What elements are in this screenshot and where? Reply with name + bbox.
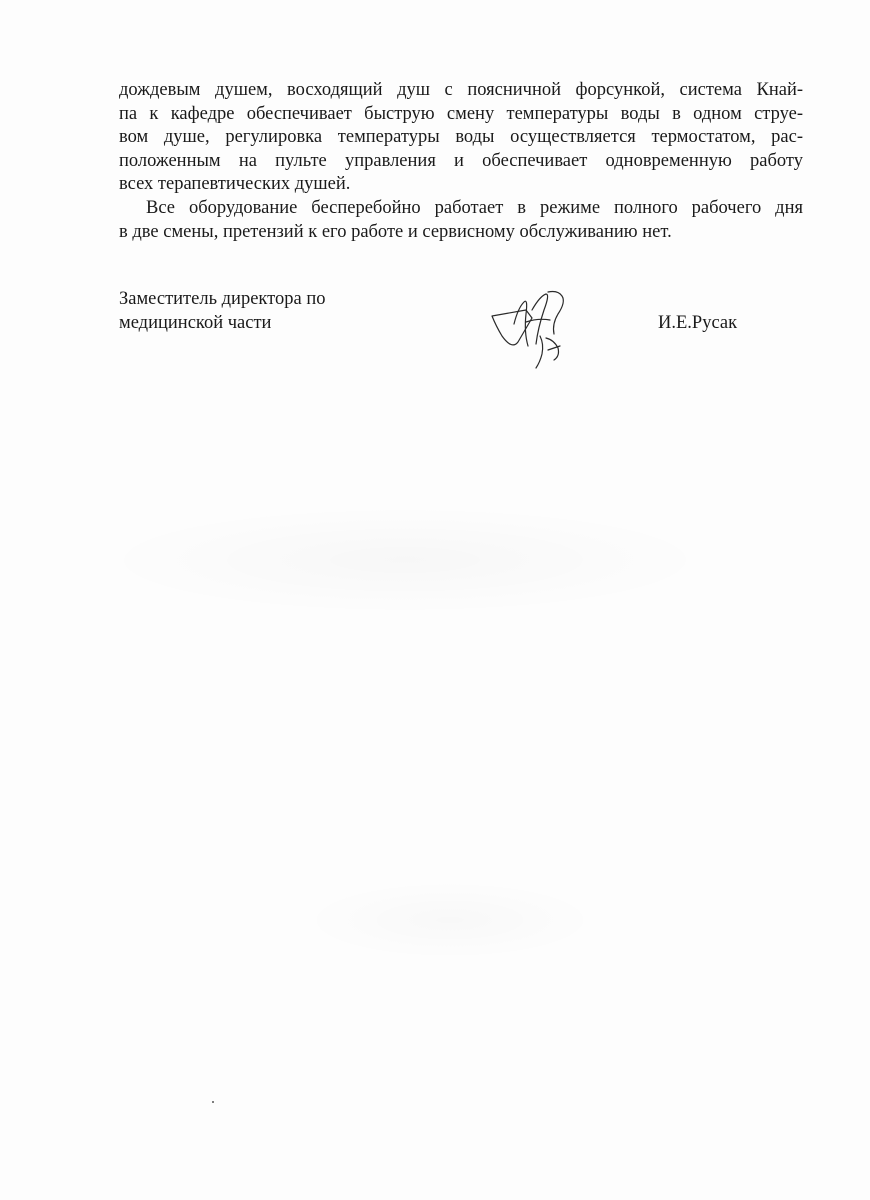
- scan-speck: [212, 1101, 214, 1103]
- handwritten-signature: [488, 288, 580, 370]
- text-line: па к кафедре обеспечивает быструю смену температуры воды в одном струе-: [119, 103, 803, 124]
- text-line: вом душе, регулировка температуры воды осуществляется термостатом, рас-: [119, 127, 803, 148]
- signatory-position: [119, 287, 326, 335]
- paragraph-2: [119, 197, 803, 244]
- text-line: дождевым душем, восходящий душ с поясничной форсункой, система Кнай-: [119, 80, 803, 100]
- scan-shading: [95, 505, 715, 615]
- text-line: в две смены, претензий к его работе и сервисному обслуживанию нет.: [119, 221, 672, 242]
- text-line: положенным на пульте управления и обеспечивает одновременную работу: [119, 150, 803, 171]
- signatory-name: И.Е.Русак: [658, 313, 738, 333]
- paragraph-1: [119, 79, 803, 197]
- text-line: Все оборудование бесперебойно работает в режиме полного рабочего дня: [146, 198, 803, 218]
- scan-shading: [300, 880, 600, 960]
- text-line: всех терапевтических душей.: [119, 174, 351, 195]
- position-line: Заместитель директора по: [119, 289, 326, 309]
- position-line: медицинской части: [119, 313, 272, 333]
